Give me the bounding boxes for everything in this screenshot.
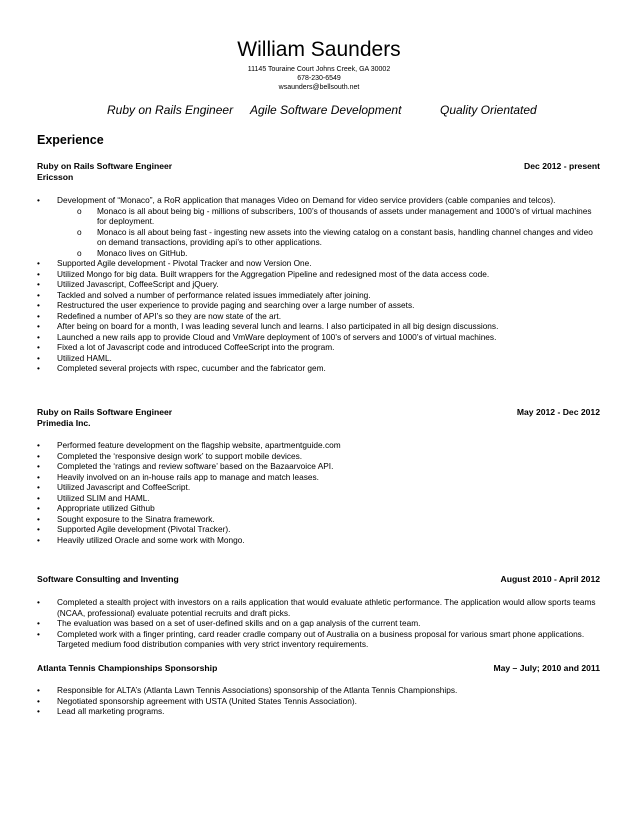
tagline-quality: Quality Orientated [440, 103, 537, 117]
job-bullet-list [37, 685, 601, 717]
sub-bullet-icon: o [77, 205, 82, 216]
list-item [37, 706, 601, 717]
bullet-text: Restructured the user experience to provide paging and searching over a large number of assets. [57, 300, 415, 310]
bullet-text: Performed feature development on the flagship website, apartmentguide.com [57, 440, 341, 450]
list-item [37, 321, 601, 332]
bullet-icon: • [37, 524, 40, 534]
bullet-text: Completed work with a finger printing, card reader cradle company out of Australia on a business proposal for various smart phone applications. Targeted medium food distribution companies with very strict inventory requirements. [57, 628, 585, 649]
bullet-text: Utilized Javascript, CoffeeScript and jQuery. [57, 279, 219, 289]
list-item [37, 353, 601, 364]
bullet-text: Supported Agile development (Pivotal Tracker). [57, 524, 231, 534]
bullet-text: Responsible for ALTA’s (Atlanta Lawn Tennis Associations) sponsorship of the Atlanta Tennis Championships. [57, 685, 458, 695]
candidate-name: William Saunders [237, 38, 401, 61]
bullet-text: Completed several projects with rspec, cucumber and the fabricator gem. [57, 363, 326, 373]
list-item [57, 227, 601, 248]
bullet-icon: • [37, 534, 40, 545]
list-item [37, 290, 601, 301]
sub-bullet-icon: o [77, 226, 82, 237]
bullet-icon: • [37, 471, 40, 482]
job-title: Ruby on Rails Software Engineer [37, 407, 173, 417]
bullet-icon: • [37, 706, 40, 716]
list-item [37, 269, 601, 280]
list-item [37, 363, 601, 374]
bullet-icon: • [37, 513, 40, 524]
bullet-icon: • [37, 685, 40, 695]
bullet-text: Completed the ‘ratings and review software’ based on the Bazaarvoice API. [57, 461, 334, 471]
list-item [37, 440, 601, 451]
bullet-text: Sought exposure to the Sinatra framework. [57, 513, 215, 524]
list-item [37, 597, 601, 618]
bullet-text: Utilized Javascript and CoffeeScript. [57, 482, 191, 492]
bullet-icon: • [37, 503, 40, 513]
list-item [57, 248, 601, 259]
job-company: Primedia Inc. [37, 418, 91, 428]
bullet-text: Tackled and solved a number of performance related issues immediately after joining. [57, 289, 371, 300]
sub-bullet-text: Monaco is all about being big - millions of subscribers, 100’s of thousands of assets under management and 1000’s of virtual machines for deployment. [97, 205, 592, 226]
list-item [37, 482, 601, 493]
job-company: Ericsson [37, 172, 74, 182]
bullet-text: Development of “Monaco”, a RoR application that manages Video on Demand for video service providers (cable companies and telcos). [57, 195, 556, 205]
list-item [37, 311, 601, 322]
job-dates: May – July; 2010 and 2011 [493, 663, 600, 673]
bullet-text: Heavily utilized Oracle and some work with Mongo. [57, 534, 245, 545]
bullet-text: Utilized Mongo for big data. Built wrappers for the Aggregation Pipeline and redesigned most of the data access code. [57, 268, 490, 279]
job-title: Ruby on Rails Software Engineer [37, 161, 173, 171]
bullet-text: Heavily involved on an in-house rails app to manage and match leases. [57, 471, 319, 482]
list-item [37, 503, 601, 514]
contact-email: wsaunders@bellsouth.net [278, 84, 360, 91]
bullet-icon: • [37, 461, 40, 471]
bullet-text: Completed a stealth project with investors on a rails application that would evaluate athletic performance. The application would allow sports teams (NCAA, professional) evaluate potential recruits and draft picks. [57, 597, 596, 618]
list-item [37, 629, 601, 650]
sub-bullet-text: Monaco is all about being fast - ingesting new assets into the viewing catalog on a constant basis, handling channel changes and video on demand transactions, providing api’s to other applications. [97, 226, 593, 247]
list-item [37, 524, 601, 535]
bullet-text: After being on board for a month, I was leading several lunch and learns. I also participated in all big design discussions. [57, 321, 499, 331]
bullet-icon: • [37, 695, 40, 706]
bullet-icon: • [37, 597, 40, 607]
bullet-text: The evaluation was based on a set of user-defined skills and on a gap analysis of the current team. [57, 618, 421, 628]
bullet-text: Negotiated sponsorship agreement with USTA (United States Tennis Association). [57, 695, 357, 706]
list-item [37, 279, 601, 290]
bullet-text: Fixed a lot of Javascript code and introduced CoffeeScript into the program. [57, 342, 335, 352]
bullet-icon: • [37, 492, 40, 503]
job-bullet-list [37, 195, 601, 374]
list-item [37, 461, 601, 472]
bullet-icon: • [37, 300, 40, 310]
list-item [37, 535, 601, 546]
list-item [37, 300, 601, 311]
job-dates: May 2012 - Dec 2012 [516, 407, 600, 417]
job-dates: Dec 2012 - present [524, 161, 600, 171]
bullet-text: Utilized SLIM and HAML. [57, 492, 150, 503]
list-item [57, 206, 601, 227]
contact-phone: 678-230-6549 [297, 75, 341, 82]
bullet-text: Utilized HAML. [57, 352, 112, 363]
list-item [37, 618, 601, 629]
bullet-icon: • [37, 289, 40, 300]
list-item [37, 514, 601, 525]
sub-bullet-list [57, 206, 601, 259]
bullet-icon: • [37, 321, 40, 331]
list-item [37, 493, 601, 504]
job-bullet-list [37, 597, 601, 650]
list-item [37, 195, 601, 258]
bullet-icon: • [37, 279, 40, 289]
bullet-icon: • [37, 195, 40, 205]
bullet-text: Appropriate utilized Github [57, 503, 155, 513]
bullet-icon: • [37, 352, 40, 363]
bullet-text: Lead all marketing programs. [57, 706, 165, 716]
bullet-text: Supported Agile development - Pivotal Tracker and now Version One. [57, 258, 312, 268]
list-item [37, 332, 601, 343]
bullet-icon: • [37, 268, 40, 279]
job-bullet-list [37, 440, 601, 545]
tagline-rails: Ruby on Rails Engineer [107, 103, 234, 117]
job-dates: August 2010 - April 2012 [500, 574, 600, 584]
bullet-icon: • [37, 450, 40, 461]
bullet-icon: • [37, 310, 40, 321]
section-experience-title: Experience [37, 133, 104, 147]
sub-bullet-icon: o [77, 247, 82, 258]
list-item [37, 258, 601, 269]
tagline-agile: Agile Software Development [250, 103, 402, 117]
list-item [37, 472, 601, 483]
bullet-icon: • [37, 440, 40, 450]
bullet-icon: • [37, 363, 40, 373]
bullet-icon: • [37, 331, 40, 342]
bullet-text: Redefined a number of API’s so they are now state of the art. [57, 310, 281, 321]
bullet-icon: • [37, 482, 40, 492]
bullet-text: Launched a new rails app to provide Cloud and VmWare deployment of 100’s of servers and 1000’s of virtual machines. [57, 331, 497, 342]
bullet-icon: • [37, 628, 40, 639]
bullet-icon: • [37, 618, 40, 628]
list-item [37, 696, 601, 707]
list-item [37, 685, 601, 696]
job-title: Software Consulting and Inventing [37, 574, 179, 584]
list-item [37, 451, 601, 462]
bullet-icon: • [37, 342, 40, 352]
contact-address: 11145 Touraine Court Johns Creek, GA 30002 [247, 66, 391, 73]
sub-bullet-text: Monaco lives on GitHub. [97, 247, 188, 258]
list-item [37, 342, 601, 353]
bullet-text: Completed the ‘responsive design work’ to support mobile devices. [57, 450, 303, 461]
job-title: Atlanta Tennis Championships Sponsorship [37, 663, 218, 673]
bullet-icon: • [37, 258, 40, 268]
